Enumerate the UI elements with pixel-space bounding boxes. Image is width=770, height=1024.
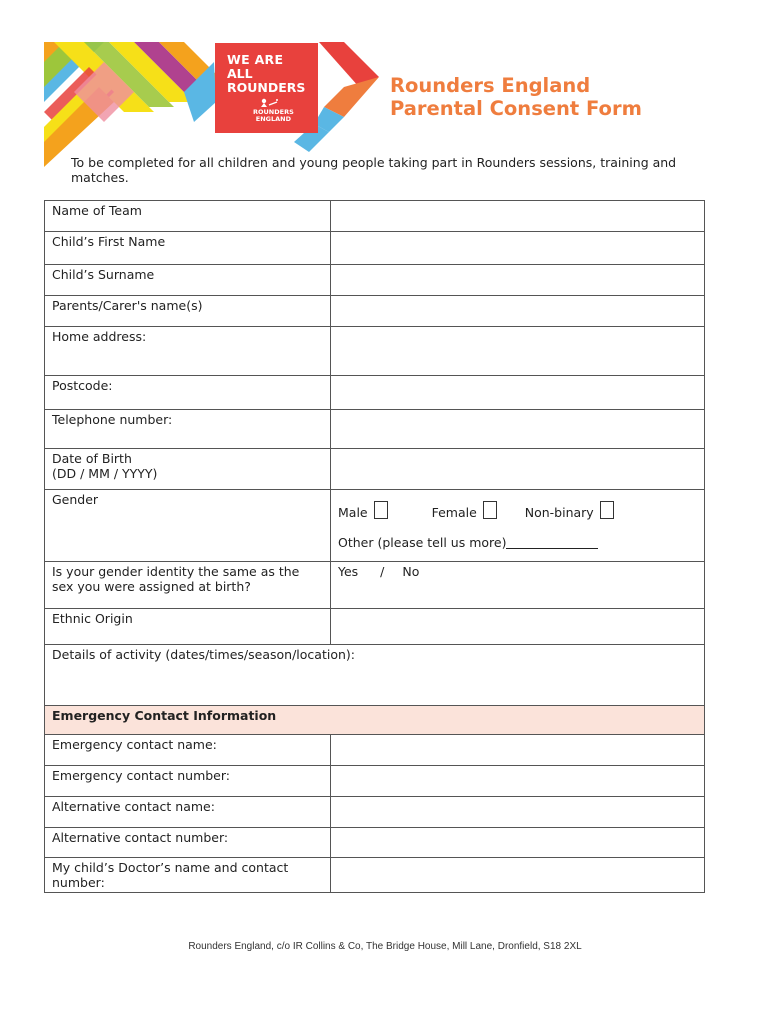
label-ethnic: Ethnic Origin [45,609,331,645]
row-address [45,327,705,376]
gender-male-checkbox[interactable] [374,501,388,519]
logo-line-3: ROUNDERS [227,80,306,95]
label-doctor [45,858,331,893]
logo-brand-line-2: ENGLAND [255,115,291,123]
row-parents [45,296,705,327]
input-dob[interactable] [331,449,705,490]
gender-male-label: Male [338,505,368,520]
input-parents[interactable] [331,296,705,327]
gender-other-line [338,535,697,550]
input-team[interactable] [331,201,705,232]
label-emergency-name: Emergency contact name: [45,735,331,766]
row-alt-number [45,828,705,858]
emergency-header: Emergency Contact Information [45,706,705,735]
banner-stripes [44,42,384,167]
row-postcode [45,376,705,410]
label-first-name: Child’s First Name [45,232,331,265]
label-parents: Parents/Carer's name(s) [45,296,331,327]
logo-brand [253,109,294,123]
logo-brand-line-1: ROUNDERS [253,108,294,116]
input-address[interactable] [331,327,705,376]
row-gender-identity [45,562,705,609]
input-surname[interactable] [331,265,705,296]
label-alt-name: Alternative contact name: [45,797,331,828]
form-title [390,74,642,120]
banner-graphic [44,42,384,167]
label-doctor-line-1: My child’s Doctor’s name and contact [52,860,289,875]
row-team [45,201,705,232]
row-emergency-name [45,735,705,766]
label-dob-line-2: (DD / MM / YYYY) [52,466,158,481]
gender-checkbox-line [338,501,697,520]
logo-line-2: ALL [227,66,253,81]
row-emergency-header [45,706,705,735]
row-telephone [45,410,705,449]
label-dob [45,449,331,490]
activity-cell[interactable] [45,645,705,706]
label-emergency-number: Emergency contact number: [45,766,331,797]
identity-no-option[interactable]: No [402,564,420,579]
label-dob-line-1: Date of Birth [52,451,132,466]
label-gender-identity-line-2: sex you were assigned at birth? [52,579,251,594]
input-postcode[interactable] [331,376,705,410]
footer-address: Rounders England, c/o IR Collins & Co, The Bridge House, Mill Lane, Dronfield, S18 2XL [188,941,582,952]
row-emergency-number [45,766,705,797]
rounders-figure-icon [259,98,279,108]
row-alt-name [45,797,705,828]
gender-nonbinary-checkbox[interactable] [600,501,614,519]
logo-line-1: WE ARE [227,52,284,67]
input-alt-name[interactable] [331,797,705,828]
form-title-line-2: Parental Consent Form [390,97,642,120]
intro-text: To be completed for all children and young people taking part in Rounders sessions, training and matches. [71,155,677,185]
identity-separator: / [380,564,385,579]
row-first-name [45,232,705,265]
consent-form-table [44,200,705,893]
row-dob [45,449,705,490]
input-alt-number[interactable] [331,828,705,858]
input-emergency-number[interactable] [331,766,705,797]
input-doctor[interactable] [331,858,705,893]
row-doctor [45,858,705,893]
gender-nonbinary-label: Non-binary [524,505,594,520]
row-surname [45,265,705,296]
label-address: Home address: [45,327,331,376]
gender-options [331,490,705,562]
identity-yes-option[interactable]: Yes [338,564,359,579]
row-activity [45,645,705,706]
label-team: Name of Team [45,201,331,232]
gender-other-input[interactable] [506,535,598,549]
label-alt-number: Alternative contact number: [45,828,331,858]
input-first-name[interactable] [331,232,705,265]
input-telephone[interactable] [331,410,705,449]
we-are-all-rounders-logo [215,43,318,133]
gender-other-label: Other (please tell us more) [338,535,507,550]
gender-female-label: Female [431,505,477,520]
label-gender-identity [45,562,331,609]
row-gender [45,490,705,562]
form-title-line-1: Rounders England [390,74,591,97]
gender-female-checkbox[interactable] [483,501,497,519]
input-emergency-name[interactable] [331,735,705,766]
row-ethnic [45,609,705,645]
label-postcode: Postcode: [45,376,331,410]
gender-identity-options [331,562,705,609]
label-gender: Gender [45,490,331,562]
label-gender-identity-line-1: Is your gender identity the same as the [52,564,300,579]
label-telephone: Telephone number: [45,410,331,449]
label-doctor-line-2: number: [52,875,105,890]
label-surname: Child’s Surname [45,265,331,296]
input-ethnic[interactable] [331,609,705,645]
label-activity: Details of activity (dates/times/season/location): [52,647,355,662]
